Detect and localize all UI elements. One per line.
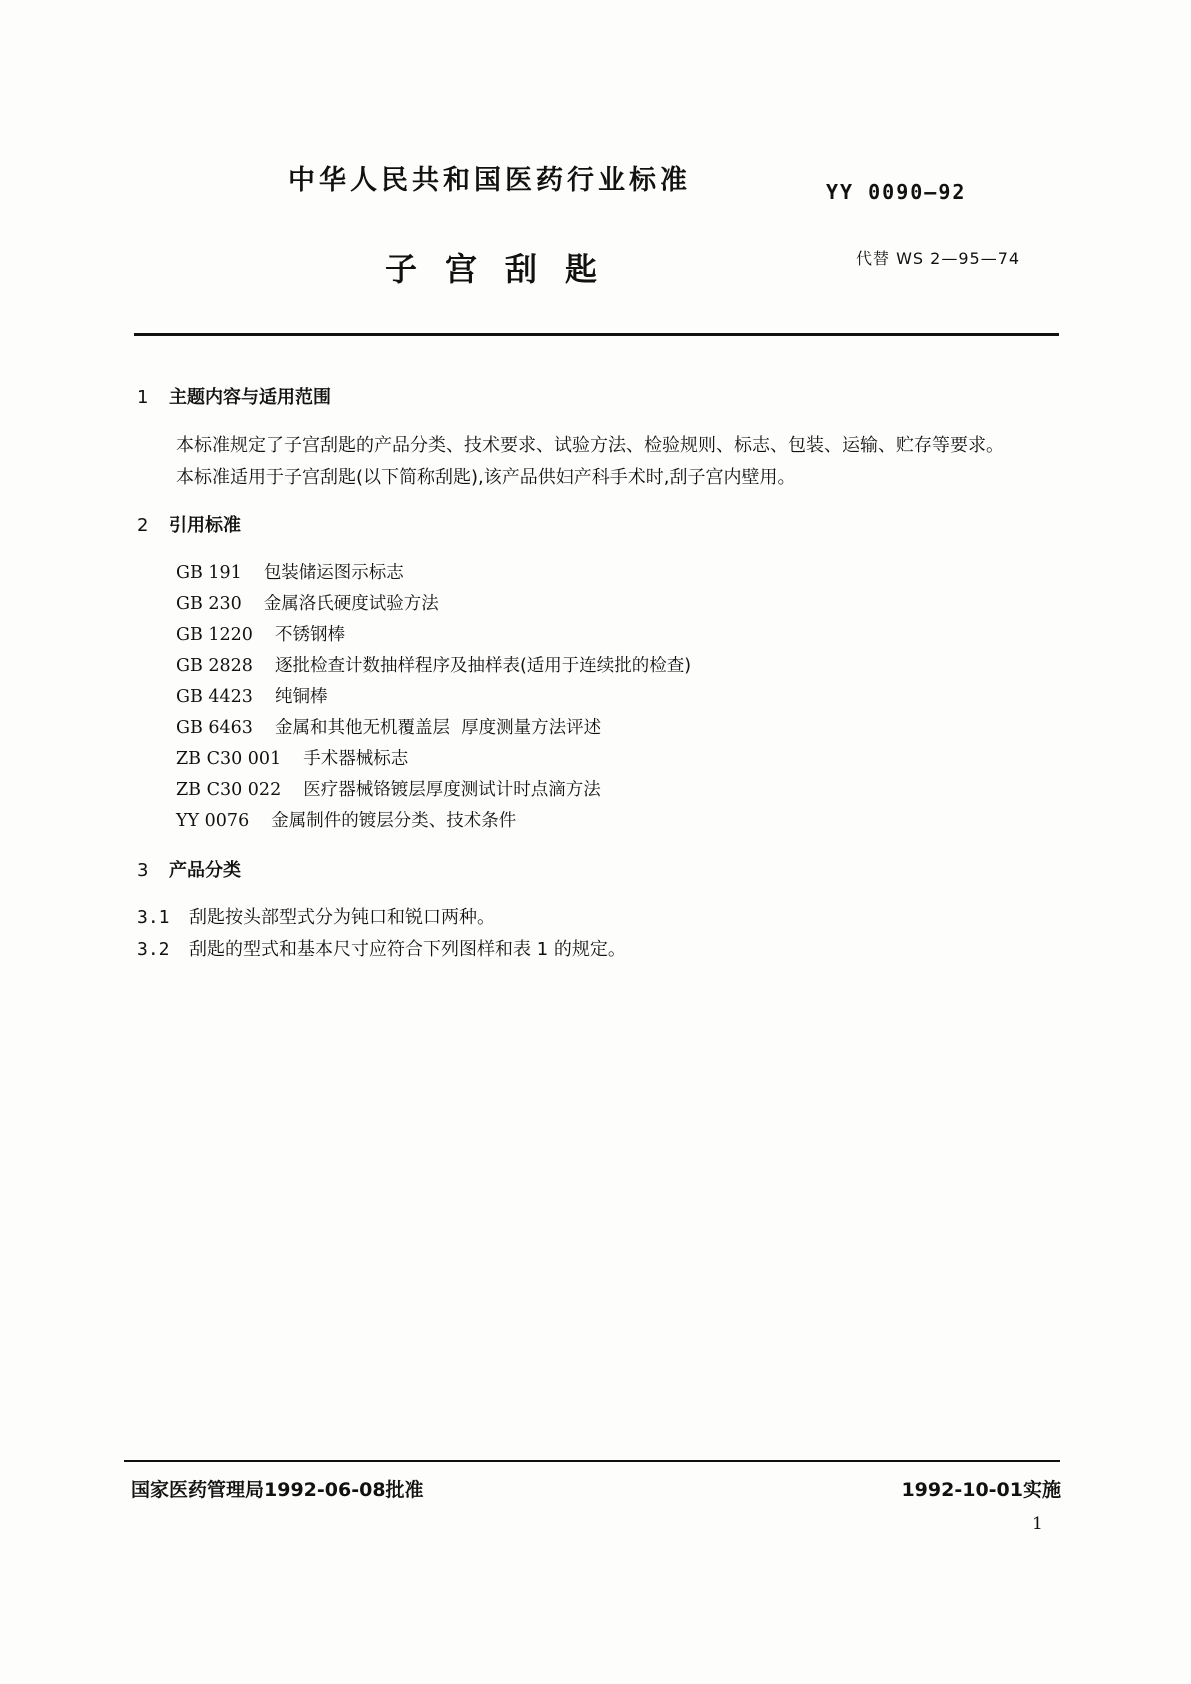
standard-number: YY 0090—92 [826, 180, 967, 204]
reference-name: 金属洛氏硬度试验方法 [263, 594, 439, 614]
replaces-standard: 代替 WS 2—95—74 [856, 249, 1021, 268]
reference-code: GB 191 [176, 563, 242, 583]
section-title: 主题内容与适用范围 [169, 387, 331, 408]
section-number: 1 [137, 387, 149, 408]
effective-date: 1992-10-01实施 [901, 1479, 1061, 1501]
clause-3-2 [137, 935, 626, 961]
section-3-heading [137, 856, 241, 882]
header-divider [134, 333, 1059, 336]
reference-name: 不锈钢棒 [274, 625, 345, 645]
section-number: 2 [137, 515, 149, 536]
reference-code: GB 6463 [176, 718, 253, 738]
document-title: 子宫刮匙 [385, 250, 626, 288]
clause-3-1 [137, 903, 495, 929]
reference-code: GB 1220 [176, 625, 253, 645]
section-2-heading [137, 511, 241, 537]
reference-code: YY 0076 [176, 811, 250, 831]
footer-divider [124, 1460, 1060, 1462]
reference-item [176, 776, 601, 801]
reference-item [176, 621, 345, 646]
reference-item [176, 590, 439, 615]
clause-text: 刮匙按头部型式分为钝口和锐口两种。 [189, 907, 495, 928]
reference-name: 金属和其他无机覆盖层 厚度测量方法评述 [274, 718, 602, 738]
clause-text: 刮匙的型式和基本尺寸应符合下列图样和表 1 的规定。 [189, 939, 626, 960]
reference-code: ZB C30 001 [176, 749, 282, 769]
reference-name: 金属制件的镀层分类、技术条件 [271, 811, 517, 831]
reference-item [176, 745, 408, 770]
reference-item [176, 807, 516, 832]
section-1-paragraph: 本标准规定了子宫刮匙的产品分类、技术要求、试验方法、检验规则、标志、包装、运输、贮存等要求。 [176, 435, 1004, 456]
reference-code: GB 230 [176, 594, 242, 614]
reference-code: GB 4423 [176, 687, 253, 707]
reference-name: 逐批检查计数抽样程序及抽样表(适用于连续批的检查) [274, 656, 692, 676]
reference-name: 手术器械标志 [303, 749, 409, 769]
approval-line: 国家医药管理局1992-06-08批准 [131, 1479, 424, 1501]
section-1-paragraph: 本标准适用于子宫刮匙(以下简称刮匙),该产品供妇产科手术时,刮子宫内壁用。 [176, 467, 796, 488]
section-number: 3 [137, 860, 149, 881]
reference-code: GB 2828 [176, 656, 253, 676]
reference-name: 纯铜棒 [274, 687, 328, 707]
section-title: 引用标准 [169, 515, 241, 536]
section-title: 产品分类 [169, 860, 241, 881]
reference-item [176, 652, 691, 677]
reference-name: 医疗器械铬镀层厚度测试计时点滴方法 [303, 780, 601, 800]
reference-name: 包装储运图示标志 [263, 563, 404, 583]
clause-number: 3.1 [137, 907, 170, 928]
clause-number: 3.2 [137, 939, 170, 960]
section-1-heading [137, 383, 331, 409]
reference-item [176, 683, 327, 708]
page-number: 1 [1032, 1514, 1043, 1534]
reference-item [176, 714, 601, 739]
reference-code: ZB C30 022 [176, 780, 282, 800]
reference-item [176, 559, 404, 584]
issuing-organization: 中华人民共和国医药行业标准 [288, 165, 691, 196]
